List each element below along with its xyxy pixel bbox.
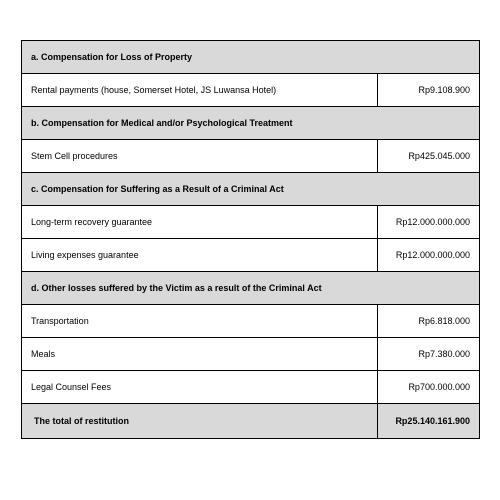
section-heading: c. Compensation for Suffering as a Result of a Criminal Act bbox=[22, 173, 480, 206]
item-amount: Rp7.380.000 bbox=[378, 338, 480, 371]
table-row bbox=[22, 206, 480, 239]
item-amount: Rp9.108.900 bbox=[378, 74, 480, 107]
item-description: Transportation bbox=[22, 305, 378, 338]
item-amount: Rp425.045.000 bbox=[378, 140, 480, 173]
item-amount: Rp12.000.000.000 bbox=[378, 206, 480, 239]
section-heading: d. Other losses suffered by the Victim as a result of the Criminal Act bbox=[22, 272, 480, 305]
section-header-row bbox=[22, 41, 480, 74]
table-row bbox=[22, 371, 480, 404]
table-row bbox=[22, 140, 480, 173]
item-amount: Rp6.818.000 bbox=[378, 305, 480, 338]
item-description: Long-term recovery guarantee bbox=[22, 206, 378, 239]
item-amount: Rp700.000.000 bbox=[378, 371, 480, 404]
item-amount: Rp12.000.000.000 bbox=[378, 239, 480, 272]
section-header-row bbox=[22, 173, 480, 206]
section-header-row bbox=[22, 107, 480, 140]
table-row bbox=[22, 305, 480, 338]
item-description: Stem Cell procedures bbox=[22, 140, 378, 173]
item-description: Rental payments (house, Somerset Hotel, JS Luwansa Hotel) bbox=[22, 74, 378, 107]
section-heading: a. Compensation for Loss of Property bbox=[22, 41, 480, 74]
section-heading: b. Compensation for Medical and/or Psychological Treatment bbox=[22, 107, 480, 140]
total-label: The total of restitution bbox=[22, 404, 378, 439]
table-row bbox=[22, 239, 480, 272]
total-amount: Rp25.140.161.900 bbox=[378, 404, 480, 439]
restitution-table bbox=[21, 40, 480, 439]
table-row bbox=[22, 338, 480, 371]
table-row bbox=[22, 74, 480, 107]
section-header-row bbox=[22, 272, 480, 305]
item-description: Meals bbox=[22, 338, 378, 371]
item-description: Legal Counsel Fees bbox=[22, 371, 378, 404]
total-row bbox=[22, 404, 480, 439]
item-description: Living expenses guarantee bbox=[22, 239, 378, 272]
